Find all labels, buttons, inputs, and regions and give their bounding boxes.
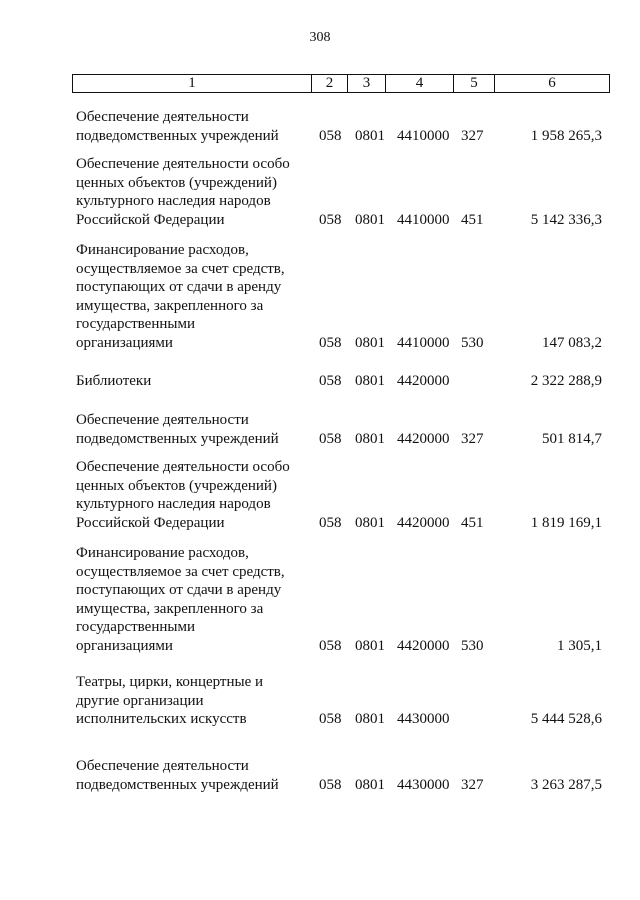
amount: 2 322 288,9	[530, 373, 602, 389]
amount: 1 819 169,1	[530, 514, 602, 531]
amount: 5 444 528,6	[530, 711, 602, 728]
row-description	[76, 372, 304, 391]
description-line: другие организации	[76, 692, 204, 709]
expense-type-code: 451	[461, 514, 484, 531]
target-code: 4430000	[397, 711, 450, 728]
description-line: подведомственных учреждений	[76, 776, 279, 793]
amount: 3 263 287,5	[530, 776, 602, 793]
ministry-code: 058	[319, 711, 342, 728]
target-code: 4410000	[397, 335, 450, 351]
row-description	[76, 757, 304, 794]
description-line: имущества, закрепленного за	[76, 297, 264, 314]
row-description	[76, 155, 304, 229]
amount: 147 083,2	[542, 335, 602, 351]
table-header	[72, 74, 610, 93]
description-line: ценных объектов (учреждений)	[76, 174, 277, 191]
section-code: 0801	[355, 127, 385, 144]
description-line: поступающих от сдачи в аренду	[76, 279, 282, 296]
table-row	[0, 241, 640, 353]
expense-type-code: 327	[461, 430, 484, 447]
description-line: Российской Федерации	[76, 514, 225, 531]
description-line: организациями	[76, 334, 173, 351]
table-row	[0, 108, 640, 145]
row-description	[76, 241, 304, 353]
expense-type-code: 451	[461, 211, 484, 228]
header-col-4: 4	[386, 75, 454, 92]
row-description	[76, 673, 304, 729]
description-line: культурного наследия народов	[76, 496, 271, 513]
target-code: 4410000	[397, 211, 450, 228]
section-code: 0801	[355, 514, 385, 531]
expense-type-code: 327	[461, 776, 484, 793]
row-description	[76, 411, 304, 448]
section-code: 0801	[355, 638, 385, 654]
description-line: исполнительских искусств	[76, 711, 247, 728]
table-row	[0, 372, 640, 391]
ministry-code: 058	[319, 373, 342, 389]
table-row	[0, 411, 640, 448]
description-line: Финансирование расходов,	[76, 545, 249, 561]
header-col-3: 3	[348, 75, 386, 92]
description-line: государственными	[76, 316, 195, 333]
description-line: осуществляемое за счет средств,	[76, 260, 285, 277]
description-line: поступающих от сдачи в аренду	[76, 582, 282, 599]
description-line: культурного наследия народов	[76, 193, 271, 210]
row-description	[76, 458, 304, 532]
description-line: Театры, цирки, концертные и	[76, 674, 264, 690]
table-row	[0, 673, 640, 729]
row-description	[76, 108, 304, 145]
target-code: 4410000	[397, 127, 450, 144]
section-code: 0801	[355, 430, 385, 447]
amount: 1 305,1	[557, 638, 602, 654]
section-code: 0801	[355, 776, 385, 793]
expense-type-code: 530	[461, 638, 484, 654]
description-line: подведомственных учреждений	[76, 127, 279, 144]
section-code: 0801	[355, 711, 385, 728]
description-line: организациями	[76, 637, 173, 654]
row-description	[76, 544, 304, 656]
description-line: Обеспечение деятельности	[76, 109, 249, 125]
expense-type-code: 530	[461, 335, 484, 351]
description-line: Обеспечение деятельности особо	[76, 156, 290, 172]
description-line: подведомственных учреждений	[76, 430, 279, 447]
description-line: Обеспечение деятельности	[76, 758, 249, 774]
description-line: Обеспечение деятельности особо	[76, 459, 290, 475]
header-col-6: 6	[548, 75, 556, 91]
description-line: ценных объектов (учреждений)	[76, 477, 277, 494]
ministry-code: 058	[319, 211, 342, 228]
section-code: 0801	[355, 211, 385, 228]
target-code: 4420000	[397, 373, 450, 389]
description-line: Обеспечение деятельности	[76, 412, 249, 428]
header-col-2: 2	[312, 75, 348, 92]
expense-type-code: 327	[461, 127, 484, 144]
description-line: Библиотеки	[76, 373, 152, 389]
ministry-code: 058	[319, 514, 342, 531]
target-code: 4420000	[397, 514, 450, 531]
section-code: 0801	[355, 373, 385, 389]
ministry-code: 058	[319, 776, 342, 793]
description-line: Финансирование расходов,	[76, 242, 249, 258]
target-code: 4430000	[397, 776, 450, 793]
ministry-code: 058	[319, 127, 342, 144]
header-col-5: 5	[454, 75, 495, 92]
target-code: 4420000	[397, 430, 450, 447]
description-line: имущества, закрепленного за	[76, 600, 264, 617]
section-code: 0801	[355, 335, 385, 351]
amount: 501 814,7	[542, 430, 602, 447]
page-number: 308	[309, 30, 331, 45]
table-row	[0, 155, 640, 229]
table-row	[0, 458, 640, 532]
ministry-code: 058	[319, 430, 342, 447]
ministry-code: 058	[319, 335, 342, 351]
header-col-1: 1	[73, 75, 312, 92]
amount: 5 142 336,3	[530, 211, 602, 228]
description-line: государственными	[76, 619, 195, 636]
table-row	[0, 544, 640, 656]
description-line: Российской Федерации	[76, 211, 225, 228]
ministry-code: 058	[319, 638, 342, 654]
table-row	[0, 757, 640, 794]
target-code: 4420000	[397, 638, 450, 654]
amount: 1 958 265,3	[530, 127, 602, 144]
description-line: осуществляемое за счет средств,	[76, 563, 285, 580]
